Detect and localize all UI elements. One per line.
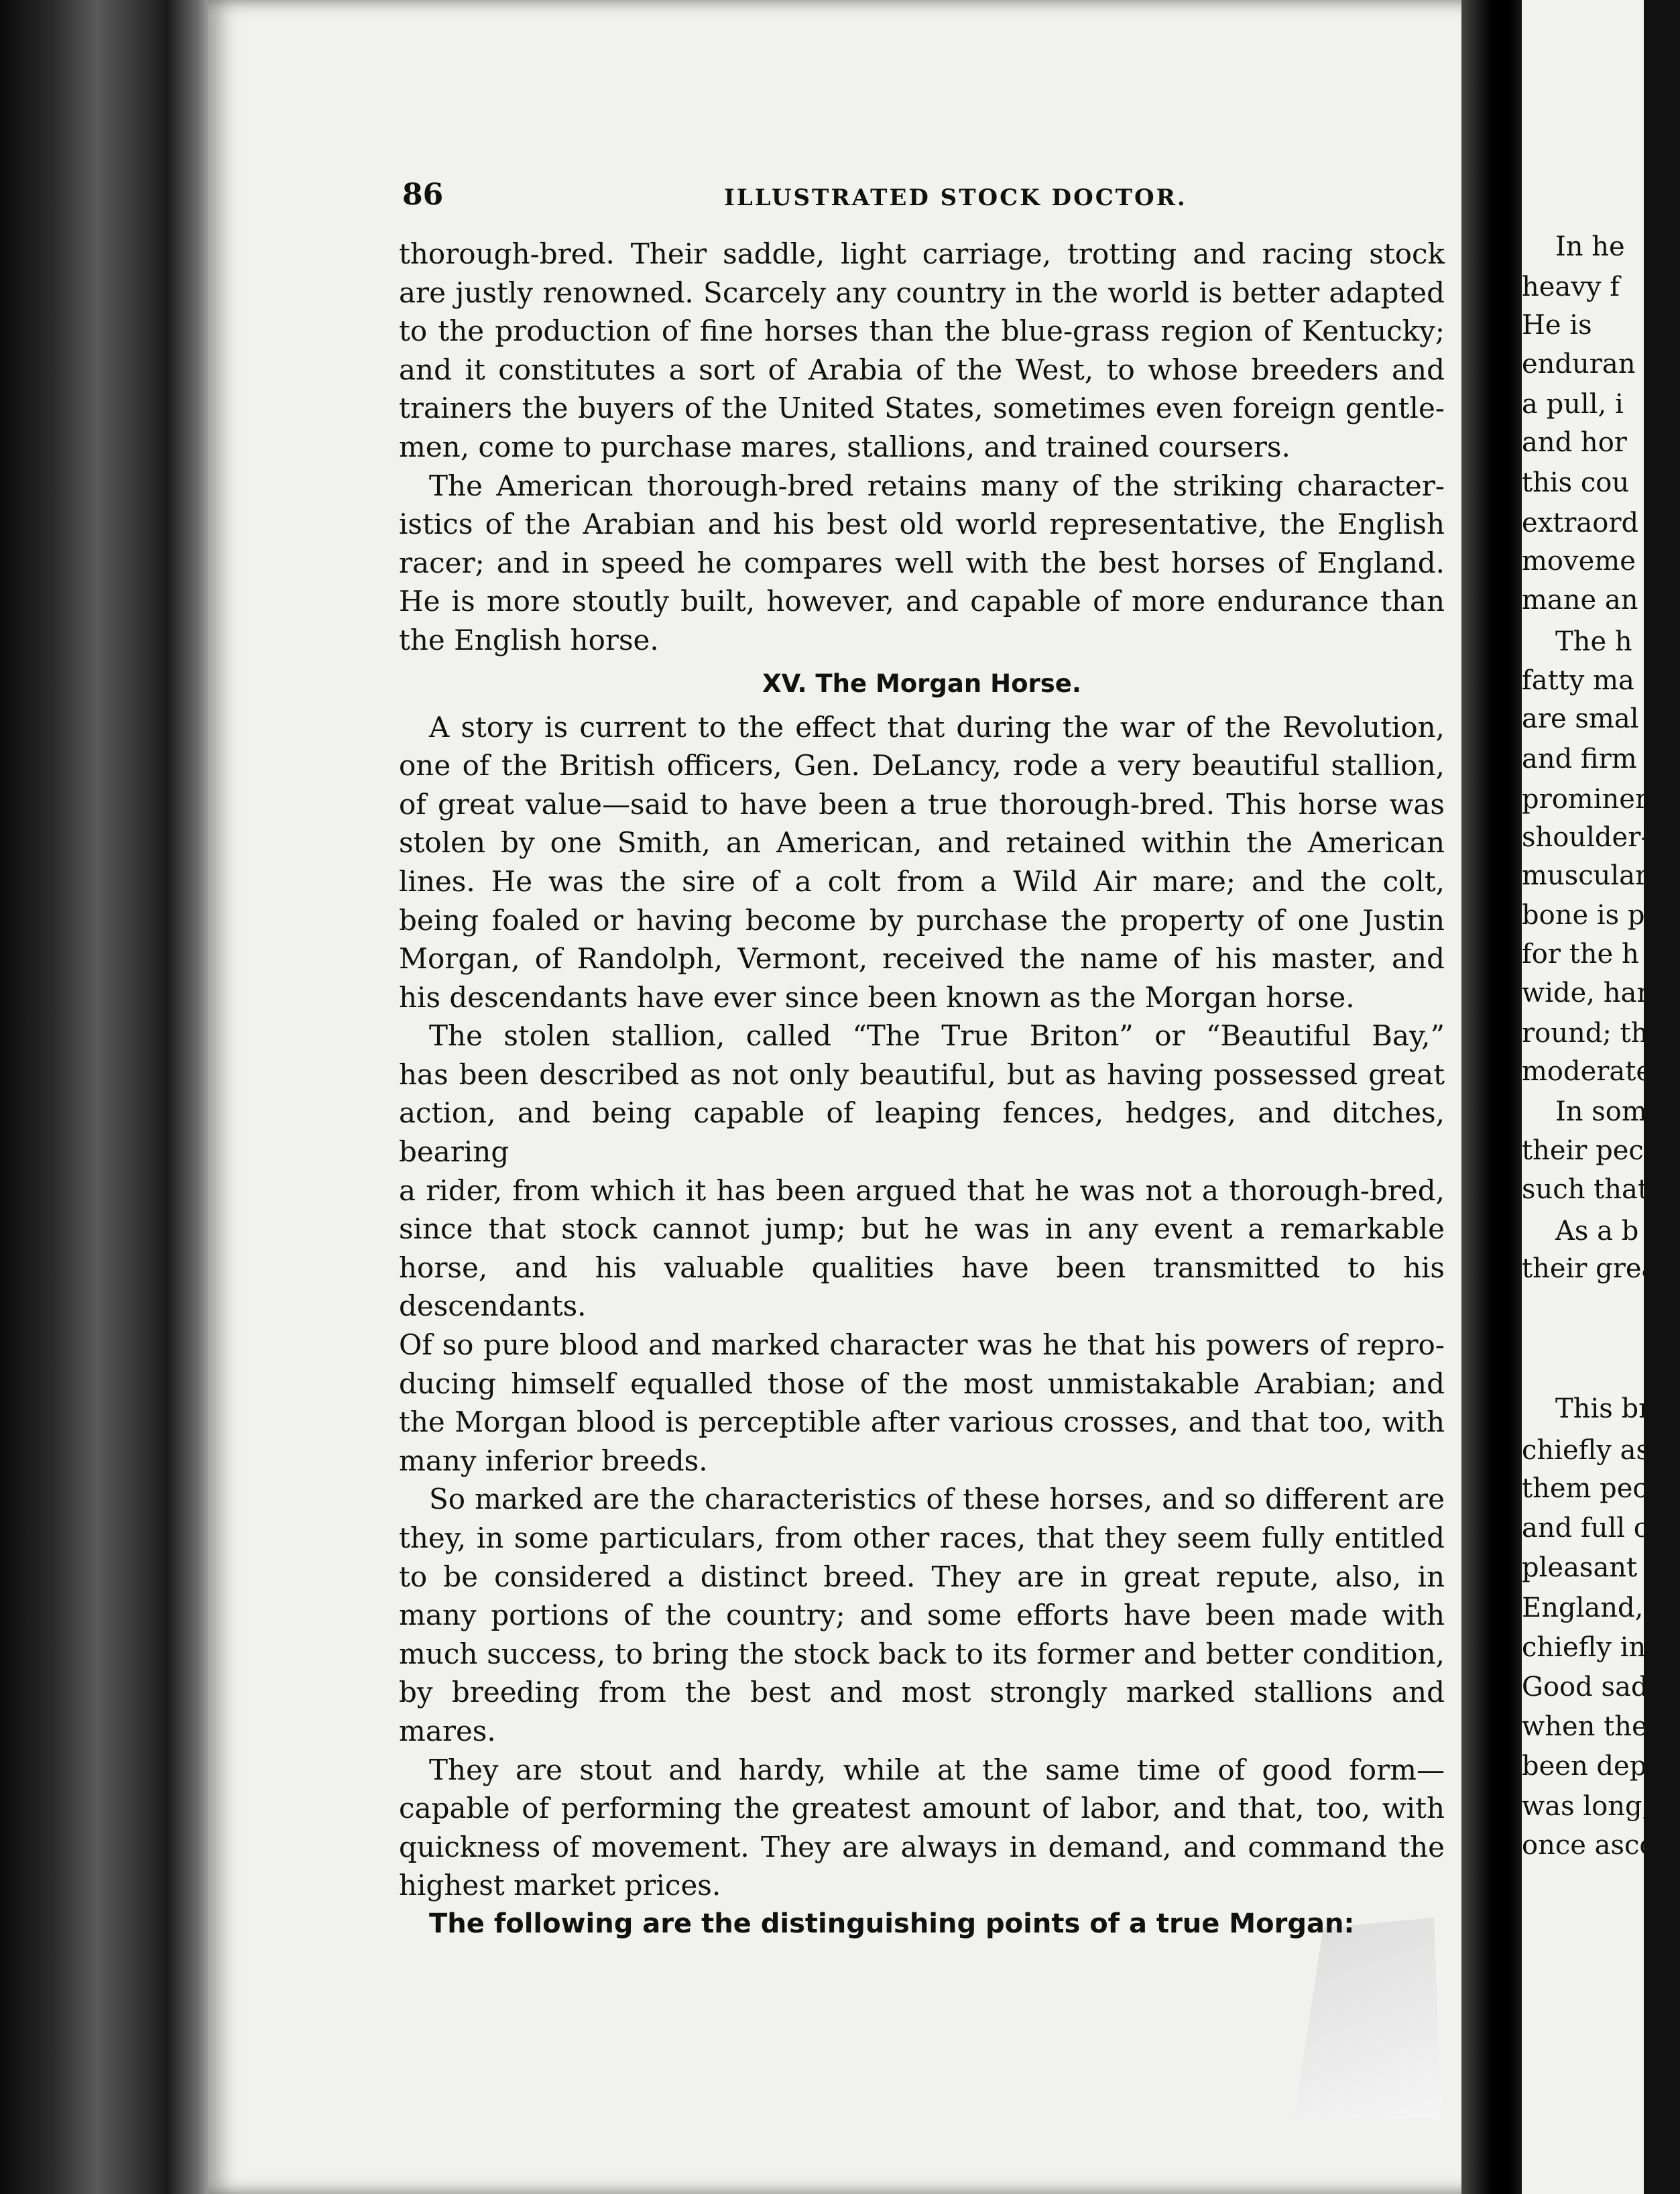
facing-page-line: and firm xyxy=(1522,744,1637,774)
text-line: horse, and his valuable qualities have been transmitted to his descendants. xyxy=(399,1251,1445,1323)
facing-page-line: shoulder- xyxy=(1522,822,1650,853)
facing-page-line: This br xyxy=(1555,1393,1652,1424)
facing-page-line: them pecu xyxy=(1522,1473,1665,1504)
book-binding-edge xyxy=(0,0,215,2194)
text-line: racer; and in speed he compares well with the best horses of England. xyxy=(399,546,1445,579)
text-line: Morgan, of Randolph, Vermont, received the name of his master, and xyxy=(399,942,1445,976)
text-line: the English horse. xyxy=(399,623,659,656)
facing-page-line: heavy f xyxy=(1522,272,1620,302)
facing-page-line: wide, har xyxy=(1522,978,1650,1008)
text-line: are justly renowned. Scarcely any country in the world is better adapted xyxy=(399,276,1445,309)
text-line: ducing himself equalled those of the most unmistakable Arabian; and xyxy=(399,1367,1445,1400)
text-line: So marked are the characteristics of these horses, and so different are xyxy=(429,1483,1445,1516)
facing-page-line: In some xyxy=(1555,1096,1663,1127)
facing-page-line: this cou xyxy=(1522,467,1630,498)
facing-page-line: a pull, i xyxy=(1522,389,1624,420)
facing-page-line: their pecu xyxy=(1522,1135,1661,1166)
text-line: action, and being capable of leaping fences, hedges, and ditches, bearing xyxy=(399,1096,1445,1169)
text-line: of great value—said to have been a true thorough-bred. This horse was xyxy=(399,787,1445,821)
text-line: istics of the Arabian and his best old world representative, the English xyxy=(399,508,1445,541)
facing-page-line: and full c xyxy=(1522,1513,1649,1544)
paragraph-true-briton xyxy=(399,1017,1445,1480)
facing-page-line: As a b xyxy=(1555,1216,1639,1247)
text-line: since that stock cannot jump; but he was in any event a remarkable xyxy=(399,1212,1445,1246)
text-line: men, come to purchase mares, stallions, and trained coursers. xyxy=(399,430,1291,463)
text-line: many inferior breeds. xyxy=(399,1444,708,1477)
facing-page-line: In he xyxy=(1555,231,1625,262)
text-line: being foaled or having become by purchase the property of one Justin xyxy=(399,903,1445,937)
text-line: highest market prices. xyxy=(399,1869,721,1902)
facing-page-line: enduran xyxy=(1522,349,1636,380)
facing-page-line: prominer xyxy=(1522,784,1648,815)
running-header xyxy=(402,178,1435,218)
text-line: trainers the buyers of the United States, sometimes even foreign gentle- xyxy=(399,392,1445,425)
text-line: many portions of the country; and some efforts have been made with xyxy=(399,1599,1445,1632)
paragraph-continuation xyxy=(399,235,1445,467)
text-line: by breeding from the best and most strongly marked stallions and mares. xyxy=(399,1676,1445,1747)
text-line: his descendants have ever since been known as the Morgan horse. xyxy=(399,980,1355,1014)
facing-page-line: their grea xyxy=(1522,1253,1658,1284)
facing-page-line: He is xyxy=(1522,310,1592,341)
facing-page-line: moderate xyxy=(1522,1056,1653,1087)
facing-page-line: and hor xyxy=(1522,427,1627,458)
text-line: to be considered a distinct breed. They are in great repute, also, in xyxy=(399,1560,1445,1593)
facing-page-line: The h xyxy=(1555,626,1632,657)
closing-line: The following are the distinguishing points of a true Morgan: xyxy=(429,1908,1355,1939)
facing-page-line: once ascert xyxy=(1522,1830,1679,1861)
text-line: lines. He was the sire of a colt from a Wild Air mare; and the colt, xyxy=(399,864,1445,898)
facing-page-line: England, f xyxy=(1522,1593,1662,1623)
text-line: and it constitutes a sort of Arabia of the West, to whose breeders and xyxy=(399,353,1445,386)
body-text xyxy=(399,235,1445,1944)
facing-page-line: extraord xyxy=(1522,508,1639,538)
page-gutter xyxy=(1461,0,1528,2194)
text-line: thorough-bred. Their saddle, light carriage, trotting and racing stock xyxy=(399,237,1445,270)
text-line: to the production of fine horses than the blue-grass region of Kentucky; xyxy=(399,314,1445,348)
paragraph-story xyxy=(399,708,1445,1017)
facing-page-line: when the N xyxy=(1522,1711,1680,1742)
facing-page-line: chiefly in xyxy=(1522,1632,1646,1663)
facing-page-line: round; th xyxy=(1522,1018,1648,1049)
facing-page-line: mane an xyxy=(1522,585,1638,616)
facing-page-line: Good sadd xyxy=(1522,1672,1666,1702)
facing-page-line: was long, xyxy=(1522,1791,1651,1822)
text-line: He is more stoutly built, however, and capable of more endurance than xyxy=(399,585,1445,618)
text-line: capable of performing the greatest amount of labor, and that, too, with xyxy=(399,1792,1445,1825)
facing-page-line: such that xyxy=(1522,1174,1648,1205)
facing-page-line: are smal xyxy=(1522,703,1639,734)
facing-page-line: chiefly as xyxy=(1522,1435,1650,1466)
facing-page-line: pleasant to xyxy=(1522,1552,1673,1583)
facing-page-line: bone is p xyxy=(1522,900,1645,931)
text-line: The American thorough-bred retains many of the striking character- xyxy=(429,469,1445,502)
text-line: much success, to bring the stock back to its former and better condition, xyxy=(399,1637,1445,1670)
page-number: 86 xyxy=(402,178,444,212)
running-title: ILLUSTRATED STOCK DOCTOR. xyxy=(724,184,1187,211)
text-line: The stolen stallion, called “The True Briton” or “Beautiful Bay,” xyxy=(429,1019,1445,1053)
facing-page-fragment xyxy=(1522,0,1680,2194)
text-line: quickness of movement. They are always in demand, and command the xyxy=(399,1830,1445,1863)
text-line: stolen by one Smith, an American, and retained within the American xyxy=(399,826,1445,860)
facing-page-line: fatty ma xyxy=(1522,665,1634,696)
paragraph-american-thoroughbred xyxy=(399,467,1445,660)
text-line: one of the British officers, Gen. DeLancy, rode a very beautiful stallion, xyxy=(399,749,1445,783)
section-heading: XV. The Morgan Horse. xyxy=(762,669,1081,698)
text-line: has been described as not only beautiful, but as having possessed great xyxy=(399,1057,1445,1091)
facing-page-line: moveme xyxy=(1522,546,1636,577)
text-line: Of so pure blood and marked character was he that his powers of repro- xyxy=(399,1328,1445,1362)
text-line: the Morgan blood is perceptible after various crosses, and that too, with xyxy=(399,1405,1445,1439)
paragraph-stout-hardy xyxy=(399,1751,1445,1905)
text-line: a rider, from which it has been argued that he was not a thorough-bred, xyxy=(399,1173,1445,1207)
paragraph-characteristics xyxy=(399,1480,1445,1750)
text-line: A story is current to the effect that during the war of the Revolution, xyxy=(429,710,1445,744)
facing-page-line: for the h xyxy=(1522,939,1639,970)
text-line: they, in some particulars, from other races, that they seem fully entitled xyxy=(399,1521,1445,1554)
facing-page-line: been depen xyxy=(1522,1751,1680,1782)
facing-page-line: muscular xyxy=(1522,860,1648,891)
text-line: They are stout and hardy, while at the same time of good form— xyxy=(429,1753,1445,1786)
